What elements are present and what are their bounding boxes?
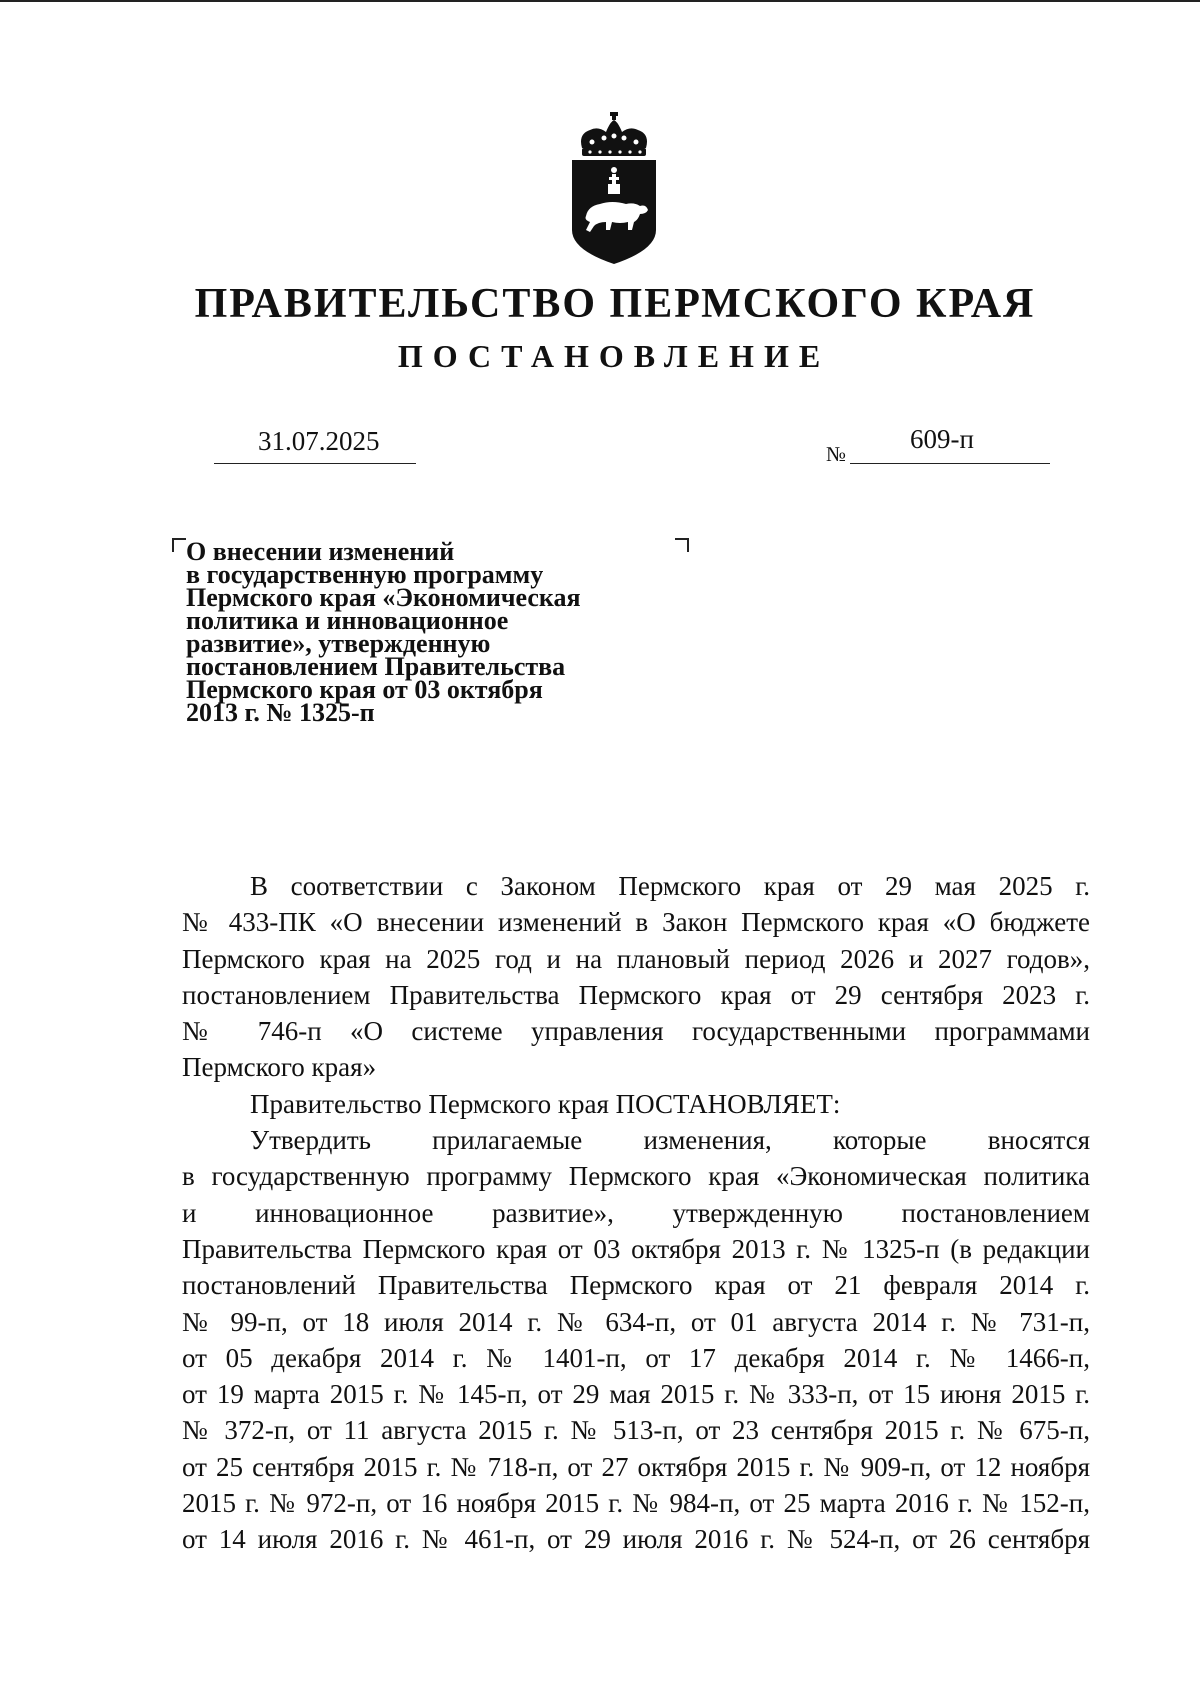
- body-line: Пермского края»: [182, 1052, 377, 1083]
- body-line: от 19 марта 2015 г. № 145-п, от 29 мая 2015 г. № 333-п, от 15 июня 2015 г.: [182, 1379, 1090, 1410]
- body-line: № 372-п, от 11 августа 2015 г. № 513-п, от 23 сентября 2015 г. № 675-п,: [182, 1415, 1090, 1446]
- body-line: № 433-ПК «О внесении изменений в Закон Пермского края «О бюджете: [182, 907, 1090, 938]
- subject-line: постановлением Правительства: [186, 652, 566, 681]
- document-date: 31.07.2025: [258, 426, 380, 456]
- body-line: постановлений Правительства Пермского края от 21 февраля 2014 г.: [182, 1270, 1090, 1301]
- page-top-border: [0, 0, 1200, 2]
- document-number: 609-п: [910, 424, 974, 454]
- body-line: Пермского края на 2025 год и на плановый период 2026 и 2027 годов»,: [182, 943, 1090, 974]
- subject-line: развитие», утвержденную: [186, 629, 491, 658]
- subject-line: 2013 г. № 1325-п: [186, 698, 375, 727]
- body-line: от 14 июля 2016 г. № 461-п, от 29 июля 2016 г. № 524-п, от 26 сентября: [182, 1524, 1090, 1555]
- subject-line: политика и инновационное: [186, 606, 509, 635]
- subject-heading: [186, 537, 646, 727]
- document-type: ПОСТАНОВЛЕНИЕ: [397, 338, 831, 374]
- subject-line: в государственную программу: [186, 560, 544, 589]
- body-line: 2015 г. № 972-п, от 16 ноября 2015 г. № 984-п, от 25 марта 2016 г. № 152-п,: [182, 1488, 1090, 1519]
- body-line: от 25 сентября 2015 г. № 718-п, от 27 октября 2015 г. № 909-п, от 12 ноября: [182, 1451, 1090, 1482]
- body-line: от 05 декабря 2014 г. № 1401-п, от 17 декабря 2014 г. № 1466-п,: [182, 1342, 1090, 1373]
- body-line: и инновационное развитие», утвержденную постановлением: [182, 1197, 1090, 1228]
- body-line: Утвердить прилагаемые изменения, которые вносятся: [250, 1125, 1090, 1156]
- date-underline: [214, 463, 416, 464]
- subject-corner-right: [675, 538, 689, 552]
- body-line: № 746-п «О системе управления государственными программами: [182, 1016, 1090, 1047]
- coat-of-arms-icon: [568, 112, 660, 264]
- subject-line: О внесении изменений: [186, 537, 455, 566]
- number-underline: [850, 463, 1050, 464]
- subject-line: Пермского края от 03 октября: [186, 675, 543, 704]
- organization-title: ПРАВИТЕЛЬСТВО ПЕРМСКОГО КРАЯ: [194, 281, 1036, 327]
- body-line: № 99-п, от 18 июля 2014 г. № 634-п, от 01 августа 2014 г. № 731-п,: [182, 1306, 1090, 1337]
- number-sign: №: [826, 442, 847, 466]
- body-line: В соответствии с Законом Пермского края от 29 мая 2025 г.: [250, 871, 1090, 901]
- body-line: Правительства Пермского края от 03 октября 2013 г. № 1325-п (в редакции: [182, 1233, 1090, 1264]
- document-body: [182, 868, 1090, 1558]
- resolution-line: Правительство Пермского края ПОСТАНОВЛЯЕТ:: [250, 1088, 841, 1119]
- body-line: постановлением Правительства Пермского края от 29 сентября 2023 г.: [182, 979, 1090, 1010]
- subject-line: Пермского края «Экономическая: [186, 583, 581, 612]
- body-line: в государственную программу Пермского края «Экономическая политика: [182, 1161, 1090, 1192]
- subject-corner-left: [172, 538, 186, 552]
